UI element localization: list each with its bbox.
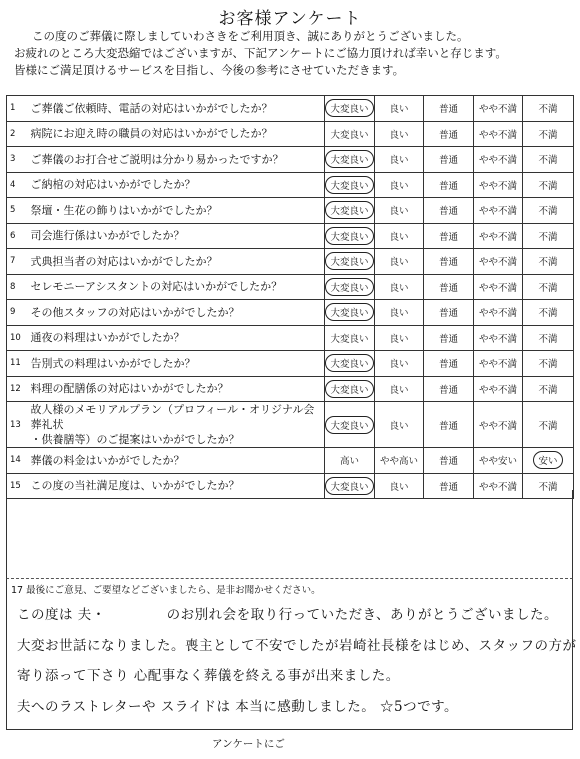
answer-cell[interactable]: [523, 376, 574, 402]
survey-table: [6, 95, 574, 499]
selected-option[interactable]: 大変良い: [325, 176, 373, 194]
question-row: [7, 96, 574, 122]
footer-text: アンケートにご: [212, 738, 285, 750]
answer-option[interactable]: やや不満: [479, 155, 518, 167]
question-text-line: この度の当社満足度は、いかがでしたか？: [30, 479, 240, 493]
answer-option[interactable]: 普通: [438, 481, 458, 493]
question-row: [7, 249, 574, 275]
answer-option[interactable]: 良い: [389, 384, 409, 396]
answer-cell[interactable]: [523, 300, 574, 326]
question-text: [29, 376, 325, 402]
answer-cell[interactable]: [424, 96, 474, 122]
answer-cell[interactable]: [375, 172, 424, 198]
answer-cell[interactable]: [424, 121, 474, 147]
selected-option[interactable]: 大変良い: [325, 477, 373, 495]
question-text: [29, 402, 325, 448]
question-number: 1: [7, 96, 29, 122]
answer-cell[interactable]: [325, 300, 375, 326]
question-number: 10: [7, 325, 29, 351]
question-text-line: 料理の配膳係の対応はいかがでしたか？: [30, 382, 229, 396]
answer-cell[interactable]: [523, 448, 574, 474]
answer-cell[interactable]: [375, 249, 424, 275]
question-text: [29, 274, 325, 300]
question-text-line: 通夜の料理はいかがでしたか？: [30, 331, 185, 345]
answer-option[interactable]: やや不満: [479, 104, 518, 116]
answer-cell[interactable]: [424, 448, 474, 474]
answer-cell[interactable]: [523, 198, 574, 224]
answer-cell[interactable]: [375, 147, 424, 173]
question-row: [7, 325, 574, 351]
question-row: [7, 376, 574, 402]
answer-cell[interactable]: [325, 448, 375, 474]
answer-option[interactable]: 不満: [538, 308, 558, 320]
answer-option[interactable]: 良い: [389, 481, 409, 493]
answer-option[interactable]: 大変良い: [330, 129, 369, 141]
answer-option[interactable]: 良い: [389, 180, 409, 192]
question-row: [7, 147, 574, 173]
handwritten-line: 寄り添って下さり 心配事なく葬儀を終える事が出来ました。: [17, 668, 400, 684]
answer-cell[interactable]: [474, 376, 523, 402]
answer-option[interactable]: 普通: [438, 420, 458, 432]
answer-option[interactable]: 不満: [538, 257, 558, 269]
answer-cell[interactable]: [325, 376, 375, 402]
question-text-line: 祭壇・生花の飾りはいかがでしたか？: [30, 203, 218, 217]
answer-cell[interactable]: [523, 325, 574, 351]
answer-cell[interactable]: [523, 402, 574, 448]
answer-option[interactable]: 不満: [538, 129, 558, 141]
answer-cell[interactable]: [375, 325, 424, 351]
answer-option[interactable]: 普通: [438, 257, 458, 269]
answer-option[interactable]: 良い: [389, 282, 409, 294]
answer-option[interactable]: 不満: [538, 231, 558, 243]
selected-option[interactable]: 大変良い: [325, 201, 373, 219]
question-row: [7, 172, 574, 198]
answer-option[interactable]: 不満: [538, 155, 558, 167]
question-text: [29, 172, 325, 198]
question-text-line: 式典担当者の対応はいかがでしたか？: [30, 254, 218, 268]
answer-cell[interactable]: [424, 172, 474, 198]
question-row: [7, 351, 574, 377]
question-number: 14: [7, 448, 29, 474]
answer-option[interactable]: 不満: [538, 420, 558, 432]
question-text-line: ご葬儀のお打合せご説明は分かり易かったですか？: [30, 152, 284, 166]
answer-option[interactable]: 普通: [438, 129, 458, 141]
answer-option[interactable]: 不満: [538, 282, 558, 294]
answer-option[interactable]: 不満: [538, 384, 558, 396]
answer-option[interactable]: 普通: [438, 359, 458, 371]
question-number: 7: [7, 249, 29, 275]
selected-option[interactable]: 安い: [533, 451, 562, 469]
question-row: [7, 198, 574, 224]
answer-option[interactable]: 良い: [389, 155, 409, 167]
answer-option[interactable]: やや不満: [479, 231, 518, 243]
selected-option[interactable]: 大変良い: [325, 278, 373, 296]
answer-option[interactable]: やや不満: [479, 333, 518, 345]
question-number: 15: [7, 473, 29, 499]
question-number: 12: [7, 376, 29, 402]
question-text: [29, 96, 325, 122]
question-text-line: 病院にお迎え時の職員の対応はいかがでしたか？: [30, 127, 273, 141]
answer-cell[interactable]: [523, 172, 574, 198]
answer-cell[interactable]: [375, 121, 424, 147]
answer-cell[interactable]: [523, 223, 574, 249]
answer-cell[interactable]: [474, 223, 523, 249]
answer-cell[interactable]: [424, 351, 474, 377]
answer-cell[interactable]: [523, 147, 574, 173]
answer-cell[interactable]: [523, 121, 574, 147]
selected-option[interactable]: 大変良い: [325, 150, 373, 168]
question-text-line: 告別式の料理はいかがでしたか？: [30, 356, 196, 370]
answer-cell[interactable]: [325, 121, 375, 147]
answer-cell[interactable]: [375, 448, 424, 474]
answer-cell[interactable]: [325, 198, 375, 224]
question-text: [29, 121, 325, 147]
answer-cell[interactable]: [474, 325, 523, 351]
answer-cell[interactable]: [325, 249, 375, 275]
answer-cell[interactable]: [523, 96, 574, 122]
selected-option[interactable]: 大変良い: [325, 354, 373, 372]
answer-cell[interactable]: [375, 274, 424, 300]
question-number: 11: [7, 351, 29, 377]
answer-cell[interactable]: [474, 402, 523, 448]
answer-cell[interactable]: [375, 376, 424, 402]
answer-option[interactable]: 普通: [438, 206, 458, 218]
answer-cell[interactable]: [325, 96, 375, 122]
answer-option[interactable]: 良い: [389, 257, 409, 269]
answer-cell[interactable]: [424, 249, 474, 275]
answer-cell[interactable]: [325, 147, 375, 173]
comments-label: 17 最後にご意見、ご要望などございましたら、是非お聞かせください。: [11, 585, 321, 596]
answer-cell[interactable]: [375, 223, 424, 249]
intro-text: [14, 28, 570, 79]
question-text-line: その他スタッフの対応はいかがでしたか？: [30, 305, 240, 319]
answer-cell[interactable]: [474, 351, 523, 377]
question-number: 4: [7, 172, 29, 198]
answer-cell[interactable]: [474, 198, 523, 224]
answer-cell[interactable]: [375, 351, 424, 377]
answer-option[interactable]: やや不満: [479, 257, 518, 269]
answer-option[interactable]: 普通: [438, 282, 458, 294]
answer-option[interactable]: やや不満: [479, 282, 518, 294]
question-text-line: 司会進行係はいかがでしたか？: [30, 229, 185, 243]
selected-option[interactable]: 大変良い: [325, 303, 373, 321]
answer-option[interactable]: 普通: [438, 308, 458, 320]
question-text: [29, 198, 325, 224]
answer-cell[interactable]: [424, 300, 474, 326]
selected-option[interactable]: 大変良い: [325, 227, 373, 245]
question-number: 5: [7, 198, 29, 224]
question-text: [29, 325, 325, 351]
answer-cell[interactable]: [424, 376, 474, 402]
answer-option[interactable]: やや不満: [479, 420, 518, 432]
answer-cell[interactable]: [325, 172, 375, 198]
answer-option[interactable]: 良い: [389, 359, 409, 371]
selected-option[interactable]: 大変良い: [325, 416, 373, 434]
answer-option[interactable]: 大変良い: [330, 333, 369, 345]
blank-area: [6, 490, 573, 578]
question-text: [29, 249, 325, 275]
handwritten-line: 大変お世話になりました。喪主として不安でしたが岩崎社長様をはじめ、スタッフの方が: [17, 638, 577, 654]
answer-option[interactable]: 普通: [438, 333, 458, 345]
answer-option[interactable]: やや不満: [479, 308, 518, 320]
intro-line: お疲れのところ大変恐縮ではございますが、下記アンケートにご協力頂ければ幸いと存じます。: [14, 46, 507, 60]
answer-cell[interactable]: [424, 402, 474, 448]
answer-option[interactable]: 不満: [538, 333, 558, 345]
answer-cell[interactable]: [375, 300, 424, 326]
answer-cell[interactable]: [325, 274, 375, 300]
selected-option[interactable]: 大変良い: [325, 252, 373, 270]
answer-option[interactable]: 良い: [389, 231, 409, 243]
answer-option[interactable]: 不満: [538, 206, 558, 218]
selected-option[interactable]: 大変良い: [325, 99, 373, 117]
question-text: [29, 448, 325, 474]
question-number: 13: [7, 402, 29, 448]
question-text: [29, 147, 325, 173]
selected-option[interactable]: 大変良い: [325, 380, 373, 398]
answer-option[interactable]: 普通: [438, 231, 458, 243]
answer-cell[interactable]: [424, 198, 474, 224]
question-row: [7, 448, 574, 474]
answer-cell[interactable]: [474, 274, 523, 300]
question-text-line: 葬儀の料金はいかがでしたか？: [30, 453, 185, 467]
handwritten-line: 夫へのラストレターや スライドは 本当に感動しました。 ☆5つです。: [17, 699, 459, 715]
question-text-line: 故人様のメモリアルプラン（プロフィール・オリジナル会葬礼状: [30, 403, 315, 431]
question-text: [29, 300, 325, 326]
answer-option[interactable]: やや不満: [479, 359, 518, 371]
answer-option[interactable]: 良い: [389, 420, 409, 432]
answer-option[interactable]: 良い: [389, 129, 409, 141]
answer-option[interactable]: 良い: [389, 206, 409, 218]
question-number: 2: [7, 121, 29, 147]
answer-option[interactable]: 良い: [389, 308, 409, 320]
answer-cell[interactable]: [474, 172, 523, 198]
question-row: [7, 300, 574, 326]
page-title: お客様アンケート: [218, 9, 362, 29]
question-text: [29, 223, 325, 249]
answer-cell[interactable]: [424, 274, 474, 300]
handwritten-line: この度は 夫・ のお別れ会を取り行っていただき、ありがとうございました。: [17, 607, 559, 623]
question-number: 3: [7, 147, 29, 173]
question-text: [29, 351, 325, 377]
answer-cell[interactable]: [375, 402, 424, 448]
answer-cell[interactable]: [474, 448, 523, 474]
answer-cell[interactable]: [325, 325, 375, 351]
answer-option[interactable]: やや不満: [479, 384, 518, 396]
answer-cell[interactable]: [375, 96, 424, 122]
answer-option[interactable]: 普通: [438, 384, 458, 396]
answer-option[interactable]: 不満: [538, 481, 558, 493]
question-number: 6: [7, 223, 29, 249]
intro-line: 皆様にご満足頂けるサービスを目指し、今後の参考にさせていただきます。: [14, 63, 405, 77]
answer-cell[interactable]: [375, 198, 424, 224]
answer-cell[interactable]: [424, 325, 474, 351]
answer-cell[interactable]: [325, 223, 375, 249]
question-number: 8: [7, 274, 29, 300]
answer-cell[interactable]: [474, 121, 523, 147]
comments-box[interactable]: [6, 578, 577, 730]
answer-cell[interactable]: [474, 249, 523, 275]
question-text-line: ご葬儀ご依頼時、電話の対応はいかがでしたか？: [30, 101, 273, 115]
answer-cell[interactable]: [523, 249, 574, 275]
question-text-line: ご納棺の対応はいかがでしたか？: [30, 178, 196, 192]
answer-option[interactable]: やや安い: [479, 456, 518, 468]
answer-option[interactable]: 普通: [438, 104, 458, 116]
answer-cell[interactable]: [424, 223, 474, 249]
question-row: [7, 223, 574, 249]
answer-cell[interactable]: [523, 351, 574, 377]
answer-option[interactable]: 不満: [538, 180, 558, 192]
question-number: 9: [7, 300, 29, 326]
answer-option[interactable]: 良い: [389, 333, 409, 345]
question-text-line: ・供養膳等）のご提案はいかがでしたか？: [30, 433, 240, 446]
question-text-line: セレモニーアシスタントの対応はいかがでしたか？: [30, 280, 283, 294]
question-row: [7, 274, 574, 300]
answer-cell[interactable]: [325, 402, 375, 448]
answer-cell[interactable]: [474, 300, 523, 326]
answer-option[interactable]: 高い: [339, 456, 359, 468]
answer-option[interactable]: 良い: [389, 104, 409, 116]
answer-option[interactable]: 普通: [438, 155, 458, 167]
intro-line: この度のご葬儀に際しましていわさきをご利用頂き、誠にありがとうございました。: [32, 29, 469, 43]
answer-cell[interactable]: [474, 96, 523, 122]
answer-cell[interactable]: [523, 274, 574, 300]
answer-option[interactable]: 普通: [438, 456, 458, 468]
answer-option[interactable]: 普通: [438, 180, 458, 192]
answer-cell[interactable]: [325, 351, 375, 377]
question-row: [7, 121, 574, 147]
answer-option[interactable]: やや高い: [380, 456, 419, 468]
answer-option[interactable]: やや不満: [479, 129, 518, 141]
answer-option[interactable]: やや不満: [479, 481, 518, 493]
question-row: [7, 402, 574, 448]
answer-cell[interactable]: [474, 147, 523, 173]
answer-option[interactable]: やや不満: [479, 206, 518, 218]
answer-option[interactable]: 不満: [538, 359, 558, 371]
answer-cell[interactable]: [424, 147, 474, 173]
answer-option[interactable]: 不満: [538, 104, 558, 116]
answer-option[interactable]: やや不満: [479, 180, 518, 192]
